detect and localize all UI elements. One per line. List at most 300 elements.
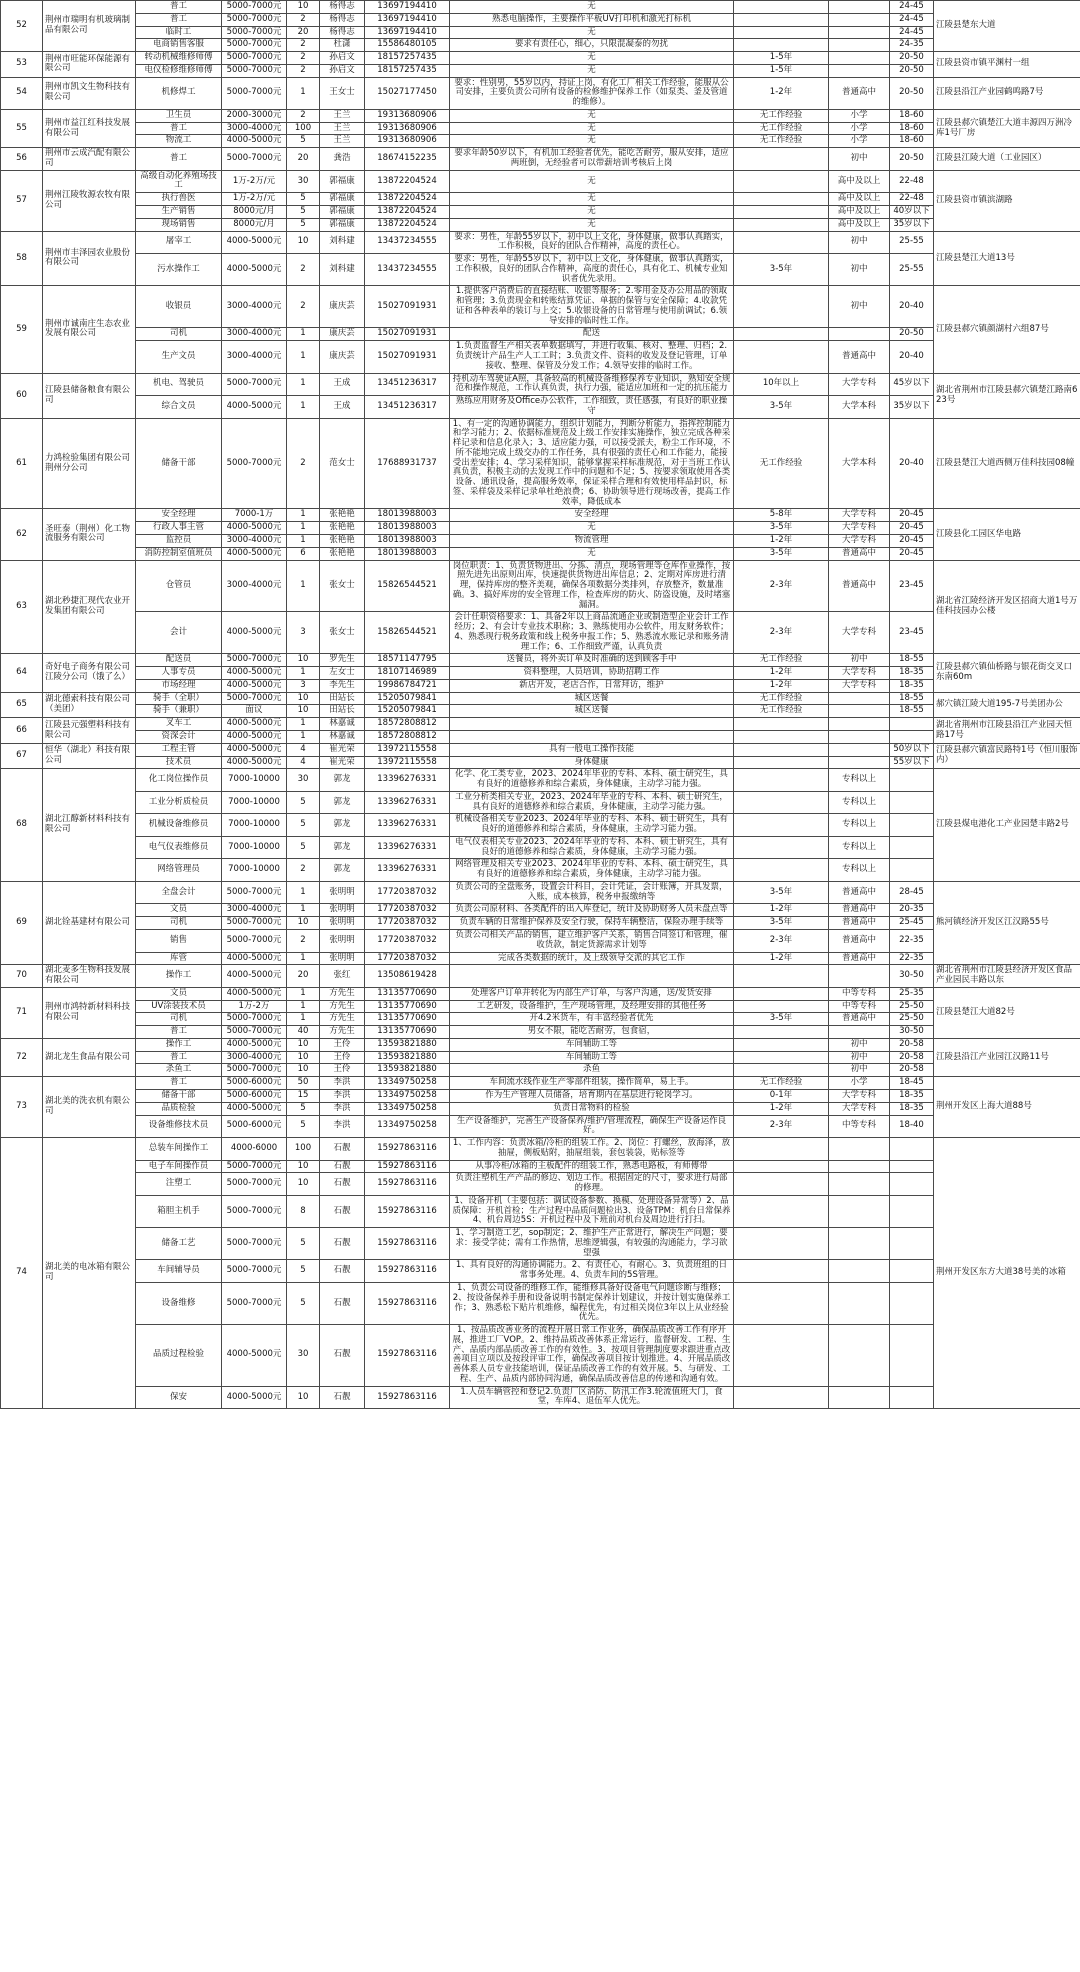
age-range: 28-45 [890,881,934,904]
requirements: 送餐员，将外卖订单及时准确的送到顾客手中 [450,654,734,667]
job-title: 普工 [136,1026,222,1039]
age-range: 18-35 [890,679,934,692]
contact-name: 张红 [320,965,365,988]
contact-name: 张明明 [320,930,365,953]
experience [734,1051,829,1064]
education: 初中 [829,254,890,286]
education [829,1260,890,1283]
company-name: 荆州江陵牧源农牧有限公司 [43,170,136,231]
phone-number: 17720387032 [365,881,450,904]
salary: 3000-4000元 [222,286,287,328]
salary: 5000-6000元 [222,1115,287,1138]
experience [734,756,829,769]
salary: 4000-5000元 [222,396,287,419]
contact-name: 郭福康 [320,206,365,219]
phone-number: 13396276331 [365,814,450,837]
phone-number: 18013988003 [365,534,450,547]
company-number: 73 [1,1077,43,1138]
headcount: 1 [287,560,320,612]
headcount: 1 [287,731,320,744]
phone-number: 18013988003 [365,547,450,560]
job-title: 行政人事主管 [136,522,222,535]
job-title: 骑手（全职） [136,692,222,705]
age-range: 18-60 [890,109,934,122]
job-title: 机电、驾驶员 [136,373,222,396]
experience [734,193,829,206]
contact-name: 李洪 [320,1102,365,1115]
contact-name: 李洪 [320,1077,365,1090]
table-row [1,705,1080,718]
job-title: 司机 [136,917,222,930]
age-range: 23-45 [890,612,934,654]
company-name: 湖北秒捷汇现代农业开发集团有限公司 [43,560,136,654]
company-name: 荆州市瑞明有机玻璃制品有限公司 [43,1,136,52]
age-range: 30-50 [890,965,934,988]
requirements: 要求：性别男，55岁以内，持证上岗，有化工厂相关工作经验，能服从公司安排，主要负责公司所有设备的检修维护保养工作（如泵类、釜及管道的维修）。 [450,77,734,109]
phone-number: 13396276331 [365,769,450,792]
salary: 1万-2万/元 [222,170,287,193]
age-range [890,1260,934,1283]
contact-name: 林嘉诚 [320,731,365,744]
contact-name: 王女士 [320,77,365,109]
age-range [890,1386,934,1409]
age-range: 18-60 [890,135,934,148]
company-name: 湖北龙生食品有限公司 [43,1038,136,1076]
table-row [1,769,1080,792]
headcount: 1 [287,1013,320,1026]
phone-number: 13437234555 [365,254,450,286]
job-title: 储备干部 [136,1089,222,1102]
education: 普通高中 [829,930,890,953]
table-row [1,254,1080,286]
contact-name: 孙启文 [320,52,365,65]
salary: 5000-6000元 [222,1089,287,1102]
phone-number: 13135770690 [365,1013,450,1026]
requirements: 无 [450,1,734,14]
salary: 1万-2万/元 [222,193,287,206]
phone-number: 18674152235 [365,148,450,171]
education [829,39,890,52]
table-row [1,547,1080,560]
table-row [1,718,1080,731]
experience: 1-2年 [734,1102,829,1115]
headcount: 5 [287,206,320,219]
job-title: 工程主管 [136,743,222,756]
phone-number: 15027091931 [365,328,450,341]
salary: 3000-4000元 [222,122,287,135]
experience [734,1,829,14]
job-title: 操作工 [136,965,222,988]
table-row [1,148,1080,171]
salary: 4000-5000元 [222,718,287,731]
table-row [1,612,1080,654]
education: 初中 [829,1064,890,1077]
contact-name: 郭福康 [320,193,365,206]
contact-name: 方先生 [320,1000,365,1013]
headcount: 4 [287,743,320,756]
job-title: 品质检验 [136,1102,222,1115]
education [829,756,890,769]
salary: 5000-7000元 [222,39,287,52]
contact-name: 郭龙 [320,814,365,837]
contact-name: 郭龙 [320,836,365,859]
phone-number: 18572808812 [365,731,450,744]
job-title: UV涂装技术员 [136,1000,222,1013]
table-row [1,1173,1080,1196]
age-range [890,1228,934,1260]
job-title: 储备工艺 [136,1228,222,1260]
company-number: 67 [1,743,43,769]
phone-number: 13396276331 [365,859,450,882]
contact-name: 康庆芸 [320,328,365,341]
phone-number: 13349750258 [365,1115,450,1138]
job-title: 仓管员 [136,560,222,612]
company-name: 荆州市云成汽配有限公司 [43,148,136,171]
company-address: 湖北省荆州市江陵县郝穴镇楚江路南623号 [934,373,1080,418]
job-title: 卫生员 [136,109,222,122]
salary: 5000-7000元 [222,1026,287,1039]
table-row [1,791,1080,814]
company-name: 荆州市旺能环保能源有限公司 [43,52,136,78]
contact-name: 石靓 [320,1260,365,1283]
salary: 5000-7000元 [222,1,287,14]
headcount: 100 [287,122,320,135]
requirements: 无 [450,122,734,135]
salary: 3000-4000元 [222,534,287,547]
contact-name: 田站长 [320,705,365,718]
requirements: 无 [450,64,734,77]
salary: 4000-5000元 [222,743,287,756]
experience: 1-2年 [734,77,829,109]
company-address: 江陵县楚江大道13号 [934,231,1080,286]
experience [734,1160,829,1173]
education: 普通高中 [829,952,890,965]
experience: 1-2年 [734,952,829,965]
job-title: 普工 [136,1051,222,1064]
contact-name: 杨得志 [320,1,365,14]
company-address: 江陵县江陵大道（工业园区） [934,148,1080,171]
salary: 7000-10000 [222,791,287,814]
requirements: 处理客户订单并转化为内部生产订单，与客户沟通，送/发货安排 [450,987,734,1000]
phone-number: 18572808812 [365,718,450,731]
job-title: 电商销售客服 [136,39,222,52]
experience [734,836,829,859]
education: 大学专科 [829,534,890,547]
requirements: 负责公司的全盘账务，设置会计科目，会计凭证，会计账簿，开具发票，入账，成本核算，税务申报缴纳等 [450,881,734,904]
phone-number: 15205079841 [365,692,450,705]
table-row [1,679,1080,692]
headcount: 10 [287,1160,320,1173]
salary: 4000-5000元 [222,667,287,680]
table-row [1,1228,1080,1260]
salary: 4000-5000元 [222,254,287,286]
company-address: 江陵县资市镇滨湖路 [934,170,1080,231]
salary: 4000-5000元 [222,679,287,692]
education [829,1138,890,1161]
company-number: 63 [1,560,43,654]
experience [734,286,829,328]
headcount: 2 [287,64,320,77]
salary: 8000元/月 [222,218,287,231]
requirements: 无 [450,170,734,193]
experience: 3-5年 [734,254,829,286]
experience: 无工作经验 [734,654,829,667]
phone-number: 15927863116 [365,1282,450,1324]
salary: 2000-3000元 [222,109,287,122]
table-row [1,1064,1080,1077]
phone-number: 15927863116 [365,1325,450,1387]
headcount: 10 [287,231,320,254]
headcount: 10 [287,1173,320,1196]
salary: 5000-7000元 [222,13,287,26]
experience [734,328,829,341]
phone-number: 17720387032 [365,917,450,930]
experience: 1-2年 [734,534,829,547]
phone-number: 13697194410 [365,26,450,39]
company-number: 66 [1,718,43,744]
company-address: 湖北省荆州市江陵县经济开发区食品产业园民丰路以东 [934,965,1080,988]
headcount: 10 [287,1,320,14]
salary: 4000-5000元 [222,612,287,654]
phone-number: 15927863116 [365,1260,450,1283]
education [829,1386,890,1409]
phone-number: 13135770690 [365,987,450,1000]
company-address: 江陵县楚江大道82号 [934,987,1080,1038]
education [829,52,890,65]
table-row [1,26,1080,39]
age-range: 20-40 [890,341,934,373]
phone-number: 19313680906 [365,122,450,135]
requirements: 1、负责公司设备的维修工作，能维修具备好设备电气问题诊断与维修；2、按设备保养手册和设备说明书制定保养计划建议，并按计划实施保养工作；3、熟悉松下贴片机维修，编程优先，有过相关岗位3年以上从业经验优先。 [450,1282,734,1324]
requirements: 网络管理及相关专业2023、2024年毕业的专科、本科、硕士研究生，具有良好的道德修养和综合素质，身体健康，主动学习能力强。 [450,859,734,882]
experience: 3-5年 [734,396,829,419]
contact-name: 王成 [320,373,365,396]
contact-name: 石靓 [320,1386,365,1409]
requirements: 持机动车驾驶证A照，具备较高的机械设备维修保养专业知识，熟知安全规范和操作规范，工作认真负责，执行力强，能适应加班和一定的抗压能力 [450,373,734,396]
job-title: 生产文员 [136,341,222,373]
age-range: 20-58 [890,1064,934,1077]
experience [734,1173,829,1196]
salary: 5000-7000元 [222,1195,287,1227]
headcount: 5 [287,1260,320,1283]
company-address: 湖北省江陵经济开发区招商大道1号万佳科技园办公楼 [934,560,1080,654]
job-title: 电仪检修维修师傅 [136,64,222,77]
education [829,705,890,718]
contact-name: 郭福康 [320,170,365,193]
headcount: 2 [287,52,320,65]
age-range: 20-58 [890,1051,934,1064]
company-address: 江陵县楚东大道 [934,1,1080,52]
education [829,328,890,341]
phone-number: 18107146989 [365,667,450,680]
contact-name: 石靓 [320,1138,365,1161]
age-range: 35岁以下 [890,218,934,231]
job-title: 骑手（兼职） [136,705,222,718]
job-title: 现场销售 [136,218,222,231]
experience [734,148,829,171]
requirements: 工艺研发，设备维护，生产现场管理，及经理安排的其他任务 [450,1000,734,1013]
education: 小学 [829,135,890,148]
experience: 0-1年 [734,1089,829,1102]
phone-number: 13593821880 [365,1064,450,1077]
experience: 10年以上 [734,373,829,396]
headcount: 6 [287,547,320,560]
age-range: 40岁以下 [890,206,934,219]
salary: 4000-5000元 [222,547,287,560]
company-number: 60 [1,373,43,418]
requirements: 负责公司原材料、各类配件的出入库登记，统计及协助财务人员未盘点等 [450,904,734,917]
phone-number: 15027091931 [365,286,450,328]
job-title: 设备维修 [136,1282,222,1324]
job-title: 工业分析质检员 [136,791,222,814]
age-range: 24-35 [890,39,934,52]
phone-number: 15586480105 [365,39,450,52]
contact-name: 王伶 [320,1038,365,1051]
experience [734,1228,829,1260]
table-row [1,1026,1080,1039]
education [829,64,890,77]
salary: 5000-7000元 [222,77,287,109]
education [829,1195,890,1227]
job-title: 综合文员 [136,396,222,419]
requirements: 无 [450,218,734,231]
table-row [1,52,1080,65]
age-range: 18-45 [890,1077,934,1090]
headcount: 5 [287,836,320,859]
company-name: 奇好电子商务有限公司江陵分公司（饿了么） [43,654,136,692]
requirements: 无 [450,522,734,535]
phone-number: 13396276331 [365,791,450,814]
table-row [1,743,1080,756]
age-range [890,1282,934,1324]
job-title: 普工 [136,122,222,135]
education: 初中 [829,1051,890,1064]
requirements: 1.提供客户消费后的直接结账、收银等服务；2.零用金及办公用品的领取和管理；3.负责现金和转账结算凭证、单据的保管与安全保障；4.收款凭证和各种表单的装订与上交；5.收银设备的日常管理与使用前调试；6.领导安排的临时性工作。 [450,286,734,328]
company-address: 江陵县资市镇平渊村一组 [934,52,1080,78]
headcount: 2 [287,418,320,509]
job-title: 普工 [136,1077,222,1090]
education: 大学本科 [829,396,890,419]
salary: 7000-10000 [222,859,287,882]
table-row [1,654,1080,667]
table-row [1,1115,1080,1138]
company-number: 65 [1,692,43,718]
contact-name: 刘科建 [320,231,365,254]
table-row [1,1386,1080,1409]
phone-number: 15027177450 [365,77,450,109]
education: 初中 [829,286,890,328]
contact-name: 张明明 [320,917,365,930]
phone-number: 13872204524 [365,206,450,219]
experience: 1-2年 [734,904,829,917]
phone-number: 19313680906 [365,135,450,148]
job-title: 物流工 [136,135,222,148]
headcount: 40 [287,1026,320,1039]
job-title: 化工岗位操作员 [136,769,222,792]
contact-name: 张明明 [320,952,365,965]
salary: 8000元/月 [222,206,287,219]
phone-number: 13396276331 [365,836,450,859]
salary: 5000-7000元 [222,1064,287,1077]
phone-number: 13972115558 [365,756,450,769]
education [829,1325,890,1387]
experience [734,718,829,731]
table-row [1,756,1080,769]
experience [734,1026,829,1039]
job-title: 叉车工 [136,718,222,731]
phone-number: 18157257435 [365,64,450,77]
contact-name: 方先生 [320,1026,365,1039]
contact-name: 田站长 [320,692,365,705]
table-row [1,328,1080,341]
table-row [1,122,1080,135]
requirements [450,965,734,988]
requirements: 车间流水线作业生产零部件组装，操作简单，易上手。 [450,1077,734,1090]
phone-number: 13872204524 [365,170,450,193]
education: 中等专科 [829,1115,890,1138]
phone-number: 15927863116 [365,1173,450,1196]
phone-number: 19986784721 [365,679,450,692]
headcount: 1 [287,881,320,904]
contact-name: 孙启文 [320,64,365,77]
job-title: 监控员 [136,534,222,547]
experience: 3-5年 [734,917,829,930]
age-range: 23-45 [890,560,934,612]
contact-name: 石靓 [320,1325,365,1387]
company-number: 57 [1,170,43,231]
contact-name: 方先生 [320,987,365,1000]
job-title: 车间辅导员 [136,1260,222,1283]
age-range [890,731,934,744]
table-row [1,859,1080,882]
phone-number: 13593821880 [365,1038,450,1051]
age-range: 25-55 [890,254,934,286]
job-title: 消防控制室值班员 [136,547,222,560]
company-name: 力鸿检验集团有限公司荆州分公司 [43,418,136,509]
education: 专科以上 [829,859,890,882]
education: 大学专科 [829,522,890,535]
company-number: 74 [1,1138,43,1409]
headcount: 1 [287,952,320,965]
headcount: 5 [287,814,320,837]
age-range: 20-50 [890,64,934,77]
requirements: 车间辅助工等 [450,1038,734,1051]
age-range [890,1160,934,1173]
requirements: 要求：男性，年龄55岁以下，初中以上文化，身体健康，做事认真踏实，工作积极，良好的团队合作精神，高度的责任心。 [450,231,734,254]
job-title: 高级自动化养殖场技工 [136,170,222,193]
experience [734,1195,829,1227]
company-number: 58 [1,231,43,286]
headcount: 1 [287,509,320,522]
company-address: 江陵县沿江产业园江汉路11号 [934,1038,1080,1076]
company-name: 湖北美的电冰箱有限公司 [43,1138,136,1409]
job-title: 文员 [136,904,222,917]
age-range: 18-55 [890,692,934,705]
phone-number: 13872204524 [365,218,450,231]
table-row [1,731,1080,744]
age-range: 20-45 [890,547,934,560]
job-title: 杀鱼工 [136,1064,222,1077]
contact-name: 范女士 [320,418,365,509]
requirements: 完成各类数据的统计，及上级领导交派的其它工作 [450,952,734,965]
phone-number: 13135770690 [365,1000,450,1013]
education: 大学专科 [829,373,890,396]
headcount: 30 [287,170,320,193]
headcount: 5 [287,135,320,148]
contact-name: 王成 [320,396,365,419]
requirements: 要求有责任心，细心，只限混凝泰的勿扰 [450,39,734,52]
phone-number: 15927863116 [365,1228,450,1260]
